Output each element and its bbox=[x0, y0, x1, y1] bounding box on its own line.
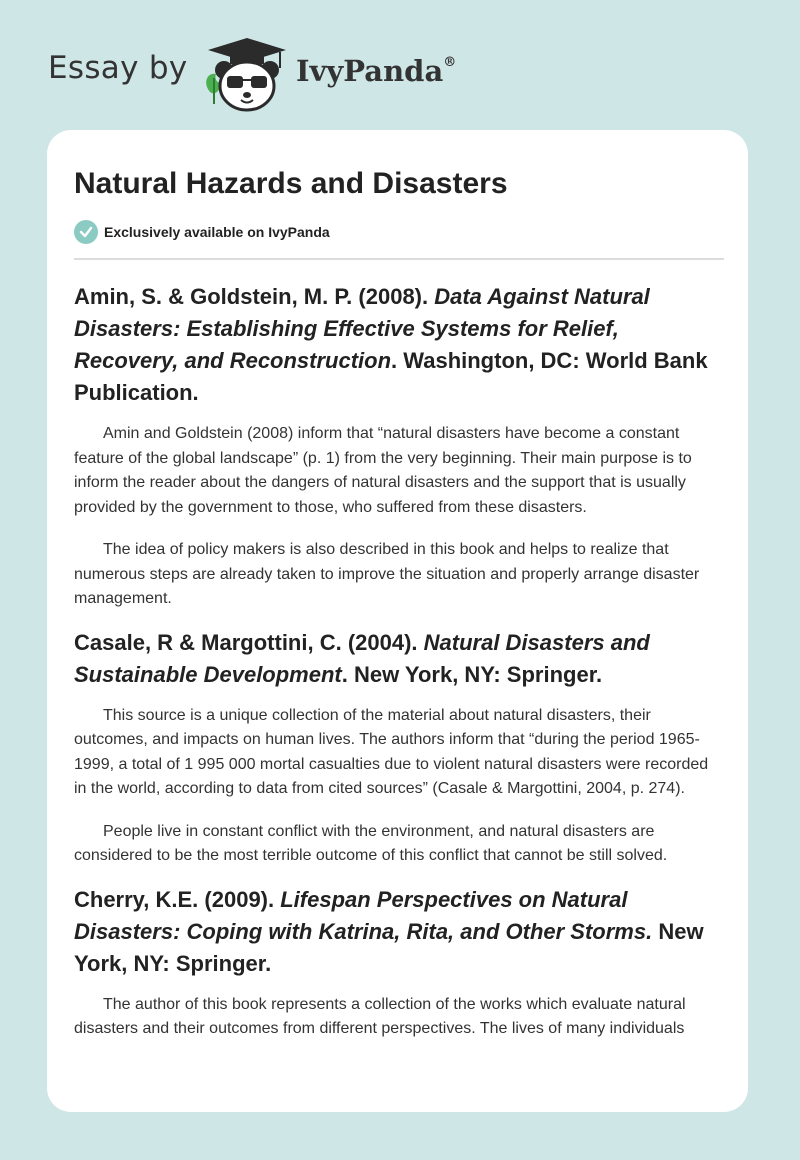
badge-label: Exclusively available on IvyPanda bbox=[104, 224, 330, 240]
exclusive-badge bbox=[74, 220, 724, 244]
paragraph: The author of this book represents a collection of the works which evaluate natural disasters and their outcomes from different perspectives. The lives of many individuals bbox=[74, 995, 686, 1037]
essay-content bbox=[74, 166, 724, 1042]
paragraph: The idea of policy makers is also described in this book and helps to realize that numerous steps are already taken to improve the situation and properly arrange disaster management. bbox=[74, 541, 700, 607]
essay-by-label: Essay by bbox=[48, 50, 188, 86]
panda-logo-icon[interactable] bbox=[200, 34, 295, 114]
reference-heading: Casale, R & Margottini, C. (2004). Natural Disasters and Sustainable Development. New York, NY: Springer. bbox=[74, 629, 650, 687]
reference-heading: Cherry, K.E. (2009). Lifespan Perspectives on Natural Disasters: Coping with Katrina, Rita, and Other Storms. New York, NY: Springer. bbox=[74, 886, 704, 976]
site-header bbox=[0, 0, 800, 120]
paragraph: Amin and Goldstein (2008) inform that “natural disasters have become a constant feature of the global landscape” (p. 1) from the very beginning. Their main purpose is to inform the reader about the dangers of natural disasters and the support that is usually provided by the government to those, who suffered from these disasters. bbox=[74, 425, 692, 516]
paragraph: People live in constant conflict with the environment, and natural disasters are considered to be the most terrible outcome of this conflict that cannot be still solved. bbox=[74, 822, 668, 864]
divider bbox=[74, 258, 724, 260]
brand-name[interactable]: IvyPanda® bbox=[296, 54, 457, 88]
page-title: Natural Hazards and Disasters bbox=[74, 167, 508, 200]
check-icon bbox=[74, 220, 98, 244]
essay-card bbox=[47, 130, 748, 1112]
reference-heading: Amin, S. & Goldstein, M. P. (2008). Data Against Natural Disasters: Establishing Effective Systems for Relief, Recovery, and Reconstruction. Washington, DC: World Bank Publication. bbox=[74, 284, 708, 405]
paragraph: This source is a unique collection of the material about natural disasters, their outcomes, and impacts on human lives. The authors inform that “during the period 1965-1999, a total of 1 995 000 mortal casualties due to violent natural disasters were recorded in the world, according to data from cited sources” (Casale & Margottini, 2004, p. 274). bbox=[74, 706, 709, 797]
